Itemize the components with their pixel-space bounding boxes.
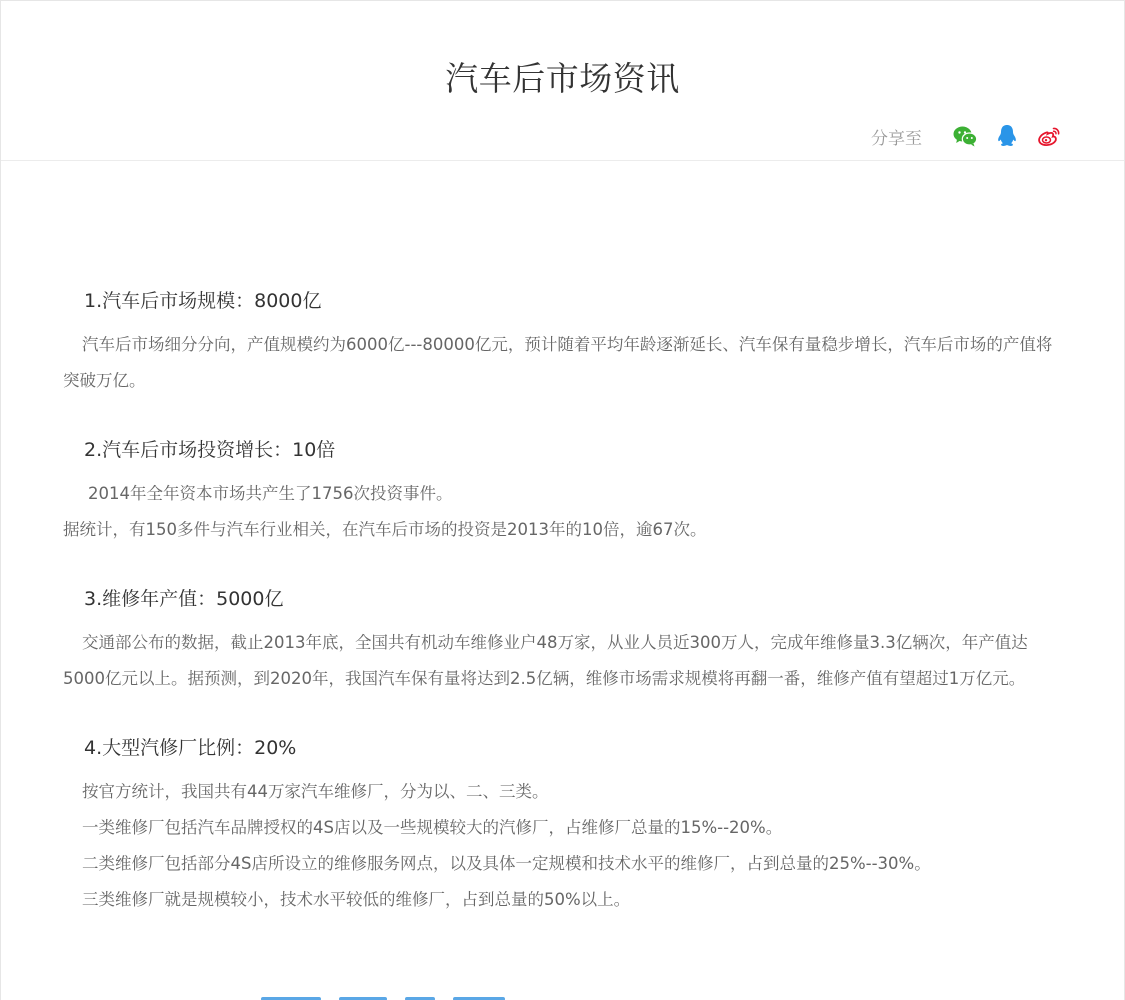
section-investment-growth [63, 436, 1063, 548]
paragraph: 按官方统计，我国共有44万家汽车维修厂，分为以、二、三类。 [82, 782, 549, 801]
qq-icon[interactable] [994, 123, 1020, 149]
article-body [63, 287, 1063, 955]
paragraph: 据统计，有150多件与汽车行业相关，在汽车后市场的投资是2013年的10倍，逾67次。 [63, 520, 707, 539]
section-repair-output [63, 585, 1063, 697]
paragraph: 三类维修厂就是规模较小，技术水平较低的维修厂，占到总量的50%以上。 [82, 890, 631, 909]
article-header [1, 1, 1124, 161]
wechat-icon[interactable] [952, 123, 978, 149]
paragraph: 2014年全年资本市场共产生了1756次投资事件。 [88, 484, 453, 503]
section-heading: 3.维修年产值：5000亿 [84, 588, 284, 610]
section-large-shop-ratio [63, 734, 1063, 918]
section-heading: 2.汽车后市场投资增长：10倍 [84, 439, 336, 461]
section-heading: 4.大型汽修厂比例：20% [84, 737, 297, 759]
share-bar [871, 122, 1062, 150]
section-market-size [63, 287, 1063, 399]
paragraph: 一类维修厂包括汽车品牌授权的4S店以及一些规模较大的汽修厂，占维修厂总量的15%--20%。 [82, 818, 783, 837]
section-heading: 1.汽车后市场规模：8000亿 [84, 290, 322, 312]
page-title: 汽车后市场资讯 [445, 59, 680, 98]
share-label: 分享至 [871, 128, 922, 149]
weibo-icon[interactable] [1036, 123, 1062, 149]
paragraph: 二类维修厂包括部分4S店所设立的维修服务网点，以及具体一定规模和技术水平的维修厂，占到总量的25%--30%。 [82, 854, 931, 873]
paragraph: 交通部公布的数据，截止2013年底，全国共有机动车维修业户48万家，从业人员近300万人，完成年维修量3.3亿辆次，年产值达5000亿元以上。据预测，到2020年，我国汽车保有量将达到2.5亿辆，维修市场需求规模将再翻一番，维修产值有望超过1万亿元。 [63, 633, 1028, 688]
paragraph: 汽车后市场细分分向，产值规模约为6000亿---80000亿元，预计随着平均年龄逐渐延长、汽车保有量稳步增长，汽车后市场的产值将突破万亿。 [63, 335, 1053, 390]
